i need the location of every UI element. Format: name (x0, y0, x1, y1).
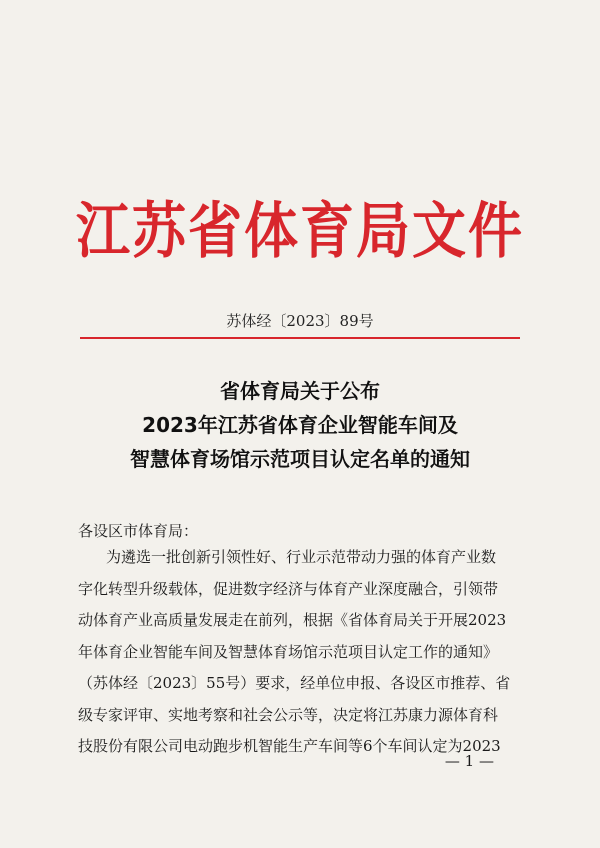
title-line-2: 2023年江苏省体育企业智能车间及 (142, 413, 458, 437)
body-line: 字化转型升级载体，促进数字经济与体育产业深度融合，引领带 (78, 579, 499, 598)
body-line: （苏体经〔2023〕55号）要求，经单位申报、各设区市推荐、省 (78, 674, 511, 692)
red-divider (80, 337, 520, 339)
notice-title (0, 374, 600, 476)
body-line: 动体育产业高质量发展走在前列，根据《省体育局关于开展2023 (78, 611, 507, 629)
body-paragraph (78, 542, 523, 763)
salutation: 各设区市体育局： (78, 522, 199, 540)
title-line-1: 省体育局关于公布 (220, 379, 380, 403)
issuer-header: 江苏省体育局文件 (76, 195, 524, 267)
document-number: 苏体经〔2023〕89号 (226, 312, 374, 330)
body-line: 级专家评审、实地考察和社会公示等，决定将江苏康力源体育科 (78, 705, 499, 724)
page-number: — 1 — (444, 752, 494, 770)
title-line-3: 智慧体育场馆示范项目认定名单的通知 (130, 447, 470, 471)
body-line: 年体育企业智能车间及智慧体育场馆示范项目认定工作的通知》 (78, 642, 499, 661)
body-line: 技股份有限公司电动跑步机智能生产车间等6个车间认定为2023 (78, 737, 501, 755)
body-line: 为遴选一批创新引领性好、行业示范带动力强的体育产业数 (106, 548, 497, 566)
